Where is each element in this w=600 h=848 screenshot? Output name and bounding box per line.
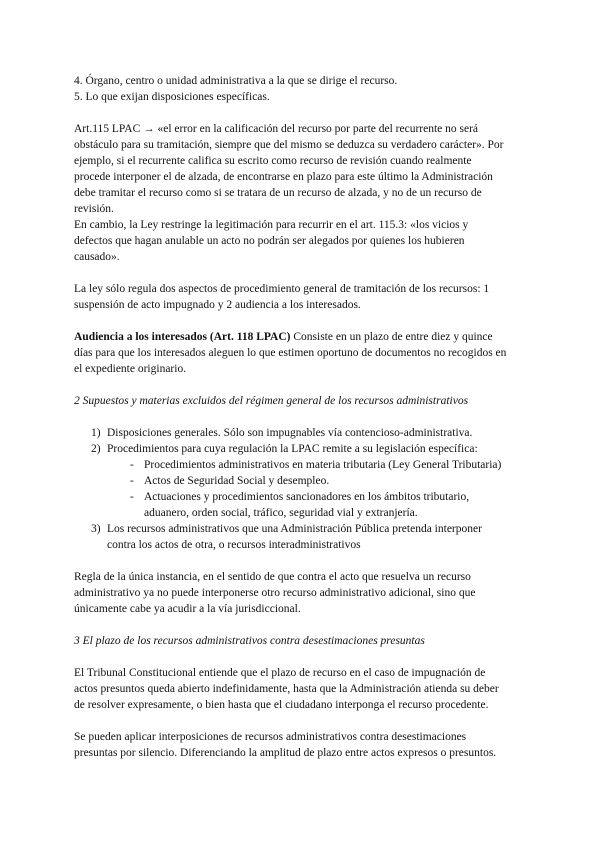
list-item: 4. Órgano, centro o unidad administrativa a la que se dirige el recurso. [74,75,398,87]
list-number: 3) [91,523,101,535]
dash-bullet: - [130,491,134,503]
list-item: 5. Lo que exijan disposiciones específicas. [74,91,270,103]
text-line: obstáculo para su tramitación, siempre que del mismo se deduzca su verdadero carácter». Por [74,139,504,151]
bold-term: Audiencia a los interesados (Art. 118 LPAC) [74,331,291,343]
text-line: suspensión de acto impugnado y 2 audiencia a los interesados. [74,299,361,311]
text-span: Consiste en un plazo de entre diez y quince [290,331,493,343]
list-number: 2) [91,443,101,455]
text-line: debe tramitar el recurso como si se tratara de un recurso de alzada, y no de un recurso de [74,187,482,199]
text-line: el expediente originario. [74,363,187,375]
text-line: únicamente cabe ya acudir a la vía jurisdiccional. [74,603,301,615]
section-heading: 3 El plazo de los recursos administrativos contra desestimaciones presuntas [74,635,425,647]
text-line: ejemplo, si el recurrente califica su escrito como recurso de revisión cuando realmente [74,155,472,167]
text-line: Se pueden aplicar interposiciones de recursos administrativos contra desestimaciones [74,731,467,743]
sub-list-item: aduanero, orden social, tráfico, seguridad vial y extranjería. [144,507,418,519]
list-item: contra los actos de otra, o recursos interadministrativos [107,539,361,551]
text-line: El Tribunal Constitucional entiende que el plazo de recurso en el caso de impugnación de [74,667,486,679]
text-line: días para que los interesados aleguen lo que estimen oportuno de documentos no recogidos en [74,347,507,359]
dash-bullet: - [130,459,134,471]
list-item: Disposiciones generales. Sólo son impugnables vía contencioso-administrativa. [107,427,473,439]
text-line: Regla de la única instancia, en el sentido de que contra el acto que resuelva un recurso [74,571,471,583]
text-line: de resolver expresamente, o bien hasta que el ciudadano interponga el recurso procedente. [74,699,489,711]
text-line: Art.115 LPAC → «el error en la calificación del recurso por parte del recurrente no será [74,123,479,135]
text-line: revisión. [74,203,114,215]
dash-bullet: - [130,475,134,487]
section-heading: 2 Supuestos y materias excluidos del régimen general de los recursos administrativos [74,395,469,407]
list-item: Los recursos administrativos que una Administración Pública pretenda interponer [107,523,482,535]
text-line: administrativo ya no puede interponerse otro recurso administrativo adicional, sino que [74,587,476,599]
text-line: actos presuntos queda abierto indefinidamente, hasta que la Administración atienda su deber [74,683,499,695]
text-line: La ley sólo regula dos aspectos de procedimiento general de tramitación de los recursos: 1 [74,283,490,295]
text-line: presuntas por silencio. Diferenciando la amplitud de plazo entre actos expresos o presuntos. [74,747,497,759]
text-line: defectos que hagan anulable un acto no podrán ser alegados por quienes los hubieren [74,235,465,247]
list-number: 1) [91,427,101,439]
text-line [74,329,493,345]
list-item: Procedimientos para cuya regulación la LPAC remite a su legislación específica: [107,443,478,455]
sub-list-item: Actos de Seguridad Social y desempleo. [144,475,330,487]
text-line: procede interponer el de alzada, de encontrarse en plazo para este último la Administración [74,171,493,183]
sub-list-item: Procedimientos administrativos en materia tributaria (Ley General Tributaria) [144,459,502,471]
text-line: En cambio, la Ley restringe la legitimación para recurrir en el art. 115.3: «los vicios y [74,219,469,231]
sub-list-item: Actuaciones y procedimientos sancionadores en los ámbitos tributario, [144,491,470,503]
text-line: causado». [74,251,120,263]
